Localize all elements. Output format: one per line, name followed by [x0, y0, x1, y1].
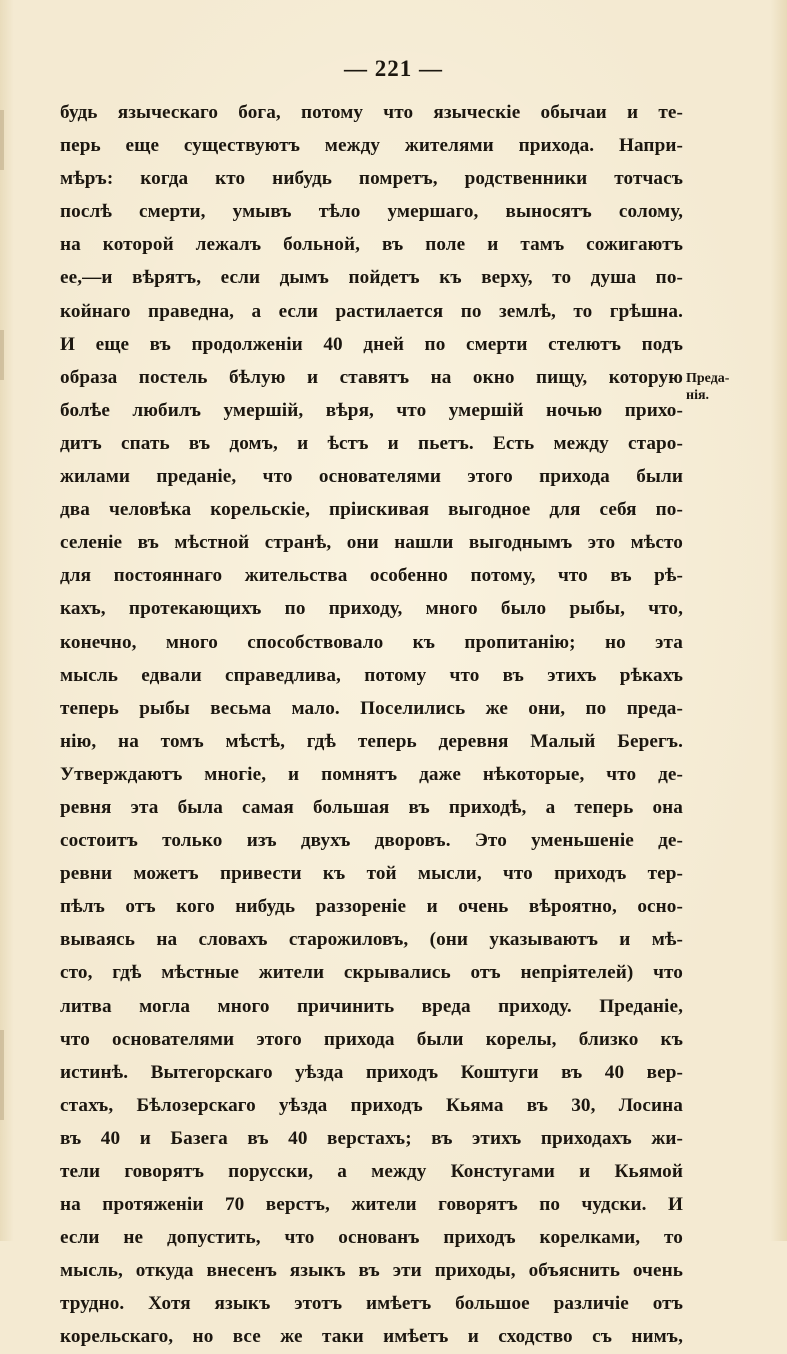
text-line: перь еще существуютъ между жителями прихода. Напри-	[60, 135, 683, 157]
text-line: трудно. Хотя языкъ этотъ имѣетъ большое различіе отъ	[60, 1293, 683, 1315]
text-line: корельскаго, но все же таки имѣетъ и сходство съ нимъ,	[60, 1326, 683, 1348]
text-line: въ 40 и Базега въ 40 верстахъ; въ этихъ приходахъ жи-	[60, 1127, 683, 1149]
text-line: тели говорятъ порусски, а между Констугами и Кьямой	[60, 1161, 683, 1182]
text-line: истинѣ. Вытегорскаго уѣзда приходъ Коштуги въ 40 вер-	[60, 1061, 683, 1083]
text-line: койнаго праведна, а если растилается по землѣ, то грѣшна.	[60, 300, 683, 322]
text-line: для постояннаго жительства особенно потому, что въ рѣ-	[60, 565, 683, 587]
body-text	[60, 96, 683, 1354]
text-line: что основателями этого прихода были корелы, близко къ	[60, 1028, 683, 1050]
text-line: ревня эта была самая большая въ приходѣ, а теперь она	[60, 796, 683, 818]
margin-note-line: нія.	[686, 388, 710, 403]
text-line: мѣръ: когда кто нибудь помретъ, родственники тотчасъ	[60, 168, 683, 190]
text-line: дитъ спать въ домъ, и ѣстъ и пьетъ. Есть между старо-	[60, 432, 683, 454]
text-line: мысль едвали справедлива, потому что въ этихъ рѣкахъ	[60, 664, 683, 686]
text-line: ревни можетъ привести къ той мысли, что приходъ тер-	[60, 863, 683, 885]
text-line: два человѣка корельскіе, пріискивая выгодное для себя по-	[60, 499, 683, 521]
text-line: вываясь на словахъ старожиловъ, (они указываютъ и мѣ-	[60, 929, 683, 951]
text-line: на которой лежалъ больной, въ поле и тамъ сожигаютъ	[60, 234, 683, 256]
text-line: нію, на томъ мѣстѣ, гдѣ теперь деревня Малый Берегъ.	[60, 730, 683, 752]
text-line: образа постель бѣлую и ставятъ на окно пищу, которую	[60, 366, 683, 388]
binding-edge-mark	[0, 1030, 4, 1120]
text-line: ее,—и вѣрятъ, если дымъ пойдетъ къ верху, то душа по-	[60, 267, 683, 289]
text-line: литва могла много причинить вреда приходу. Преданіе,	[60, 995, 683, 1017]
text-line: кахъ, протекающихъ по приходу, много было рыбы, что,	[60, 598, 683, 620]
text-line: теперь рыбы весьма мало. Поселились же они, по преда-	[60, 697, 683, 719]
text-line: будь языческаго бога, потому что языческіе обычаи и те-	[60, 102, 683, 123]
binding-edge-mark	[0, 110, 4, 170]
margin-note	[686, 370, 738, 404]
text-line: селеніе въ мѣстной странѣ, они нашли выгоднымъ это мѣсто	[60, 532, 683, 554]
binding-edge-mark	[0, 330, 4, 380]
margin-note-line: Преда-	[686, 371, 730, 386]
text-line: Утверждаютъ многіе, и помнятъ даже нѣкоторые, что де-	[60, 763, 683, 785]
text-line: конечно, много способствовало къ пропитанію; но эта	[60, 631, 683, 653]
text-line: болѣе любилъ умершій, вѣря, что умершій ночью прихо-	[60, 399, 683, 421]
text-line: мысль, откуда внесенъ языкъ въ эти приходы, объяснить очень	[60, 1260, 683, 1282]
text-line: пѣлъ отъ кого нибудь раззореніе и очень вѣроятно, осно-	[60, 896, 683, 918]
text-line: на протяженіи 70 верстъ, жители говорятъ по чудски. И	[60, 1194, 683, 1216]
text-line: если не допустить, что основанъ приходъ корелками, то	[60, 1227, 683, 1249]
text-line: состоитъ только изъ двухъ дворовъ. Это уменьшеніе де-	[60, 830, 683, 852]
page-number: — 221 —	[344, 56, 443, 81]
text-line: стахъ, Бѣлозерскаго уѣзда приходъ Кьяма въ 30, Лосина	[60, 1094, 683, 1116]
text-line: сто, гдѣ мѣстные жители скрывались отъ непріятелей) что	[60, 962, 683, 984]
text-line: жилами преданіе, что основателями этого прихода были	[60, 466, 683, 488]
text-line: послѣ смерти, умывъ тѣло умершаго, выносятъ солому,	[60, 201, 683, 223]
text-line: И еще въ продолженіи 40 дней по смерти стелютъ подъ	[60, 333, 683, 355]
